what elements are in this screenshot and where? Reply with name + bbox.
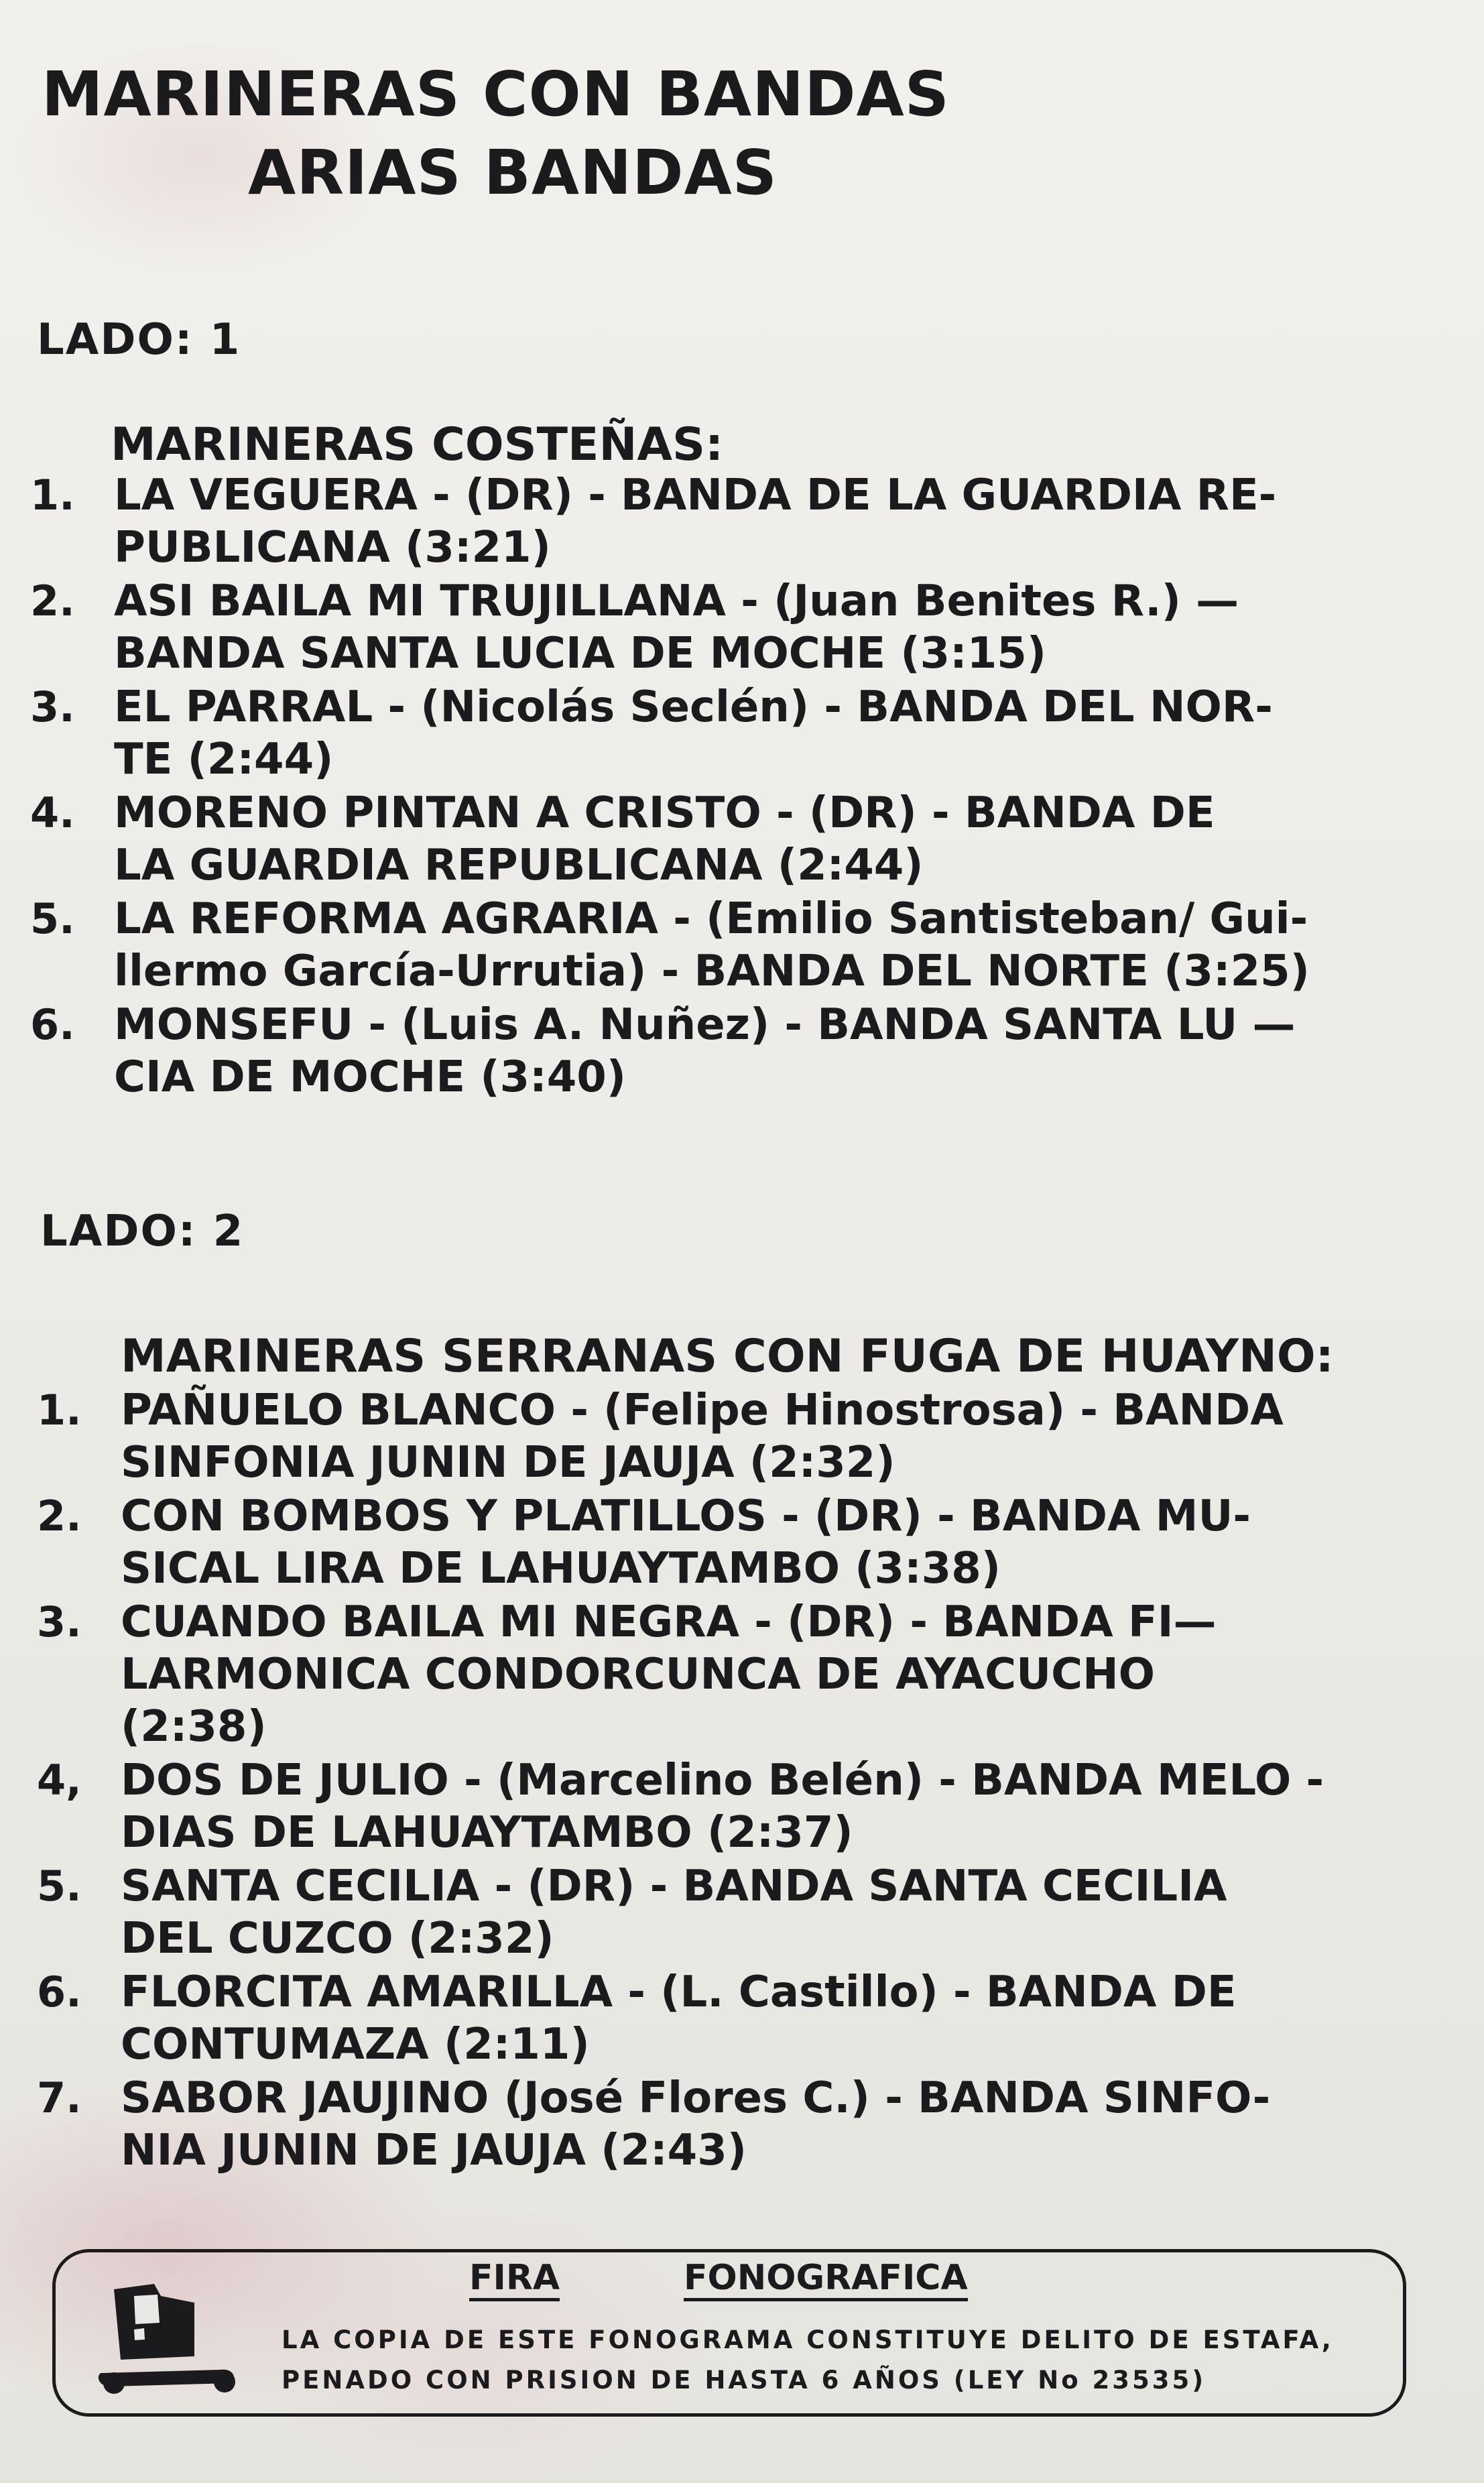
track-number: 1. — [37, 1386, 82, 1435]
track-text-line: CUANDO BAILA MI NEGRA - (DR) - BANDA FI— — [121, 1597, 1217, 1647]
track-text-line: MORENO PINTAN A CRISTO - (DR) - BANDA DE — [114, 788, 1215, 838]
side-1-label: LADO: 1 — [37, 315, 241, 365]
track-number: 5. — [30, 894, 75, 943]
track-number: 3. — [30, 682, 75, 731]
track-item — [30, 469, 1377, 574]
track-text-line: LARMONICA CONDORCUNCA DE AYACUCHO — [121, 1650, 1156, 1699]
track-text-line: TE (2:44) — [114, 735, 334, 784]
track-item — [30, 787, 1377, 892]
track-text-line: BANDA SANTA LUCIA DE MOCHE (3:15) — [114, 629, 1046, 678]
track-number: 4. — [30, 788, 75, 837]
track-text-line: ASI BAILA MI TRUJILLANA - (Juan Benites R.) — — [114, 577, 1239, 626]
track-text-line: CON BOMBOS Y PLATILLOS - (DR) - BANDA MU- — [121, 1492, 1251, 1541]
track-text-line: llermo García-Urrutia) - BANDA DEL NORTE (3:25) — [114, 947, 1310, 996]
track-text-line: LA GUARDIA REPUBLICANA (2:44) — [114, 841, 924, 890]
album-title: MARINERAS CON BANDAS — [42, 58, 950, 130]
track-number: 2. — [30, 577, 75, 625]
track-item — [37, 2072, 1394, 2177]
track-text-line: PAÑUELO BLANCO - (Felipe Hinostrosa) - BANDA — [121, 1386, 1284, 1435]
track-number: 3. — [37, 1597, 82, 1646]
fonografica-link: FONOGRAFICA — [684, 2260, 968, 2301]
track-text-line: LA VEGUERA - (DR) - BANDA DE LA GUARDIA RE- — [114, 471, 1277, 520]
track-number: 1. — [30, 471, 75, 520]
track-item — [37, 1384, 1394, 1489]
track-number: 6. — [37, 1967, 82, 2016]
fira-link: FIRA — [469, 2260, 560, 2301]
track-text-line: (2:38) — [121, 1702, 267, 1752]
track-number: 2. — [37, 1492, 82, 1540]
track-item — [37, 1966, 1394, 2071]
track-text-line: FLORCITA AMARILLA - (L. Castillo) - BANDA DE — [121, 1967, 1237, 2017]
copyright-notice-line-1: LA COPIA DE ESTE FONOGRAMA CONSTITUYE DELITO DE ESTAFA, — [282, 2325, 1334, 2354]
track-item — [30, 893, 1377, 997]
track-number: 4, — [37, 1756, 82, 1805]
track-item — [30, 681, 1377, 786]
track-item — [30, 999, 1377, 1103]
track-item — [37, 1860, 1394, 1965]
side-2-heading: MARINERAS SERRANAS CON FUGA DE HUAYNO: — [121, 1330, 1334, 1383]
copyright-notice-line-2: PENADO CON PRISION DE HASTA 6 AÑOS (LEY No 23535) — [282, 2366, 1207, 2395]
track-text-line: CONTUMAZA (2:11) — [121, 2020, 590, 2069]
side-2-label: LADO: 2 — [40, 1207, 245, 1256]
track-text-line: DOS DE JULIO - (Marcelino Belén) - BANDA MELO - — [121, 1756, 1324, 1805]
track-text-line: PUBLICANA (3:21) — [114, 523, 551, 572]
track-text-line: SANTA CECILIA - (DR) - BANDA SANTA CECILIA — [121, 1862, 1227, 1911]
track-text-line: DEL CUZCO (2:32) — [121, 1914, 554, 1963]
track-text-line: DIAS DE LAHUAYTAMBO (2:37) — [121, 1808, 853, 1858]
track-text-line: SINFONIA JUNIN DE JAUJA (2:32) — [121, 1438, 895, 1488]
side-2-track-list — [37, 1384, 1394, 2178]
track-text-line: MONSEFU - (Luis A. Nuñez) - BANDA SANTA LU — — [114, 1000, 1296, 1050]
side-1-heading: MARINERAS COSTEÑAS: — [111, 418, 724, 471]
track-item — [37, 1754, 1394, 1859]
track-number: 7. — [37, 2073, 82, 2122]
track-text-line: CIA DE MOCHE (3:40) — [114, 1052, 627, 1102]
track-item — [37, 1490, 1394, 1595]
track-text-line: SICAL LIRA DE LAHUAYTAMBO (3:38) — [121, 1544, 1001, 1593]
track-text-line: NIA JUNIN DE JAUJA (2:43) — [121, 2126, 747, 2175]
footer-links — [0, 2260, 1484, 2314]
album-subtitle: ARIAS BANDAS — [248, 137, 778, 208]
track-text-line: SABOR JAUJINO (José Flores C.) - BANDA SINFO- — [121, 2073, 1271, 2123]
track-item — [37, 1596, 1394, 1753]
track-number: 6. — [30, 1000, 75, 1049]
track-text-line: LA REFORMA AGRARIA - (Emilio Santisteban/ Gui- — [114, 894, 1308, 944]
track-text-line: EL PARRAL - (Nicolás Seclén) - BANDA DEL NOR- — [114, 682, 1273, 732]
track-number: 5. — [37, 1862, 82, 1911]
track-item — [30, 575, 1377, 680]
side-1-track-list — [30, 469, 1377, 1105]
